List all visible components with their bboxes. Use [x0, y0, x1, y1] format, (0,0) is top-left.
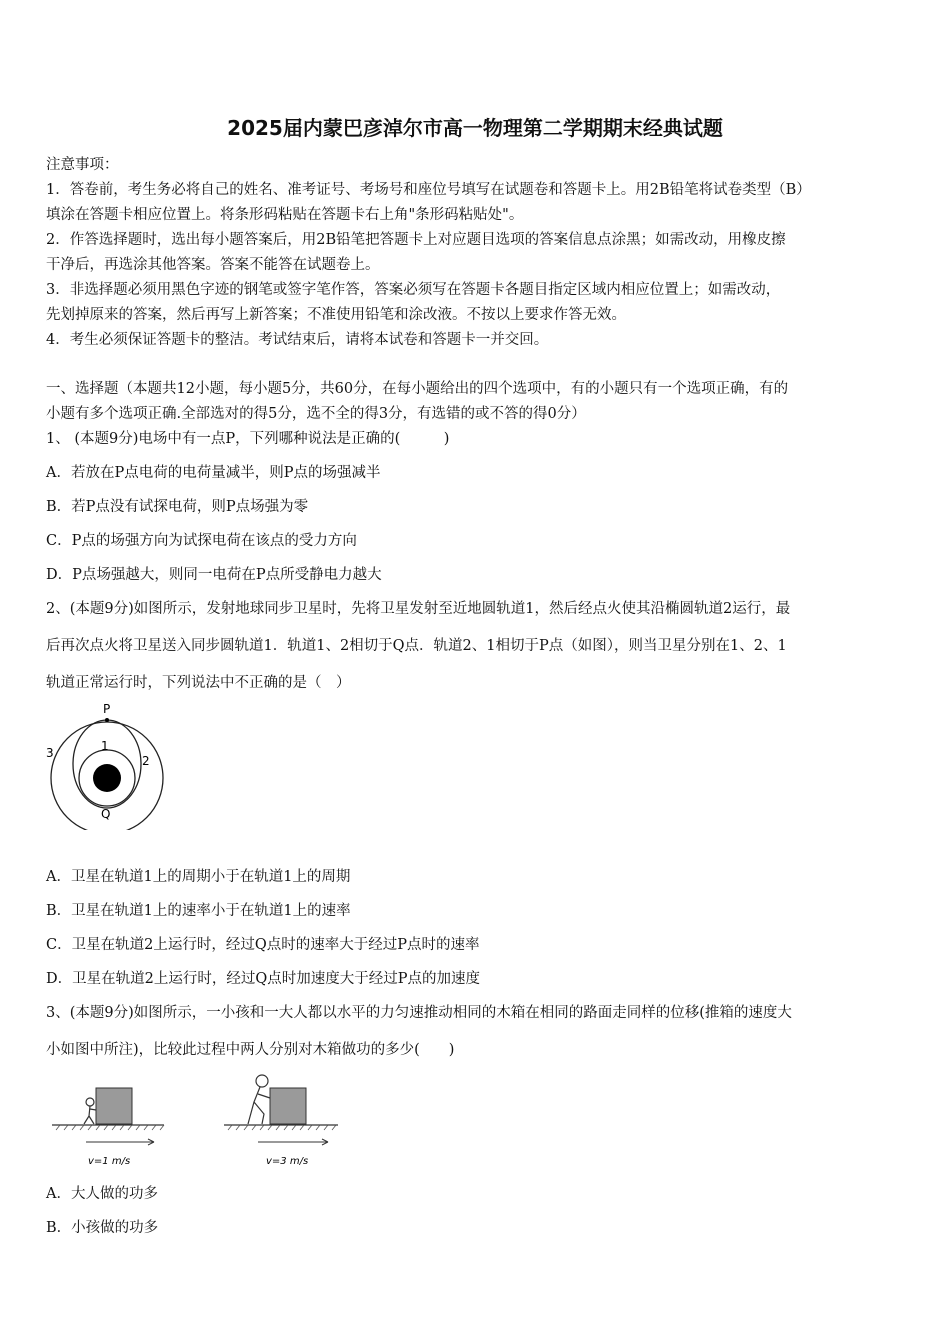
label-2: 2 — [142, 754, 150, 768]
q2-option-d: D．卫星在轨道2上运行时，经过Q点时加速度大于经过P点的加速度 — [46, 971, 480, 987]
ground-hatch-left — [56, 1125, 164, 1130]
notice-item-2b: 干净后，再选涂其他答案。答案不能答在试题卷上。 — [46, 257, 380, 273]
q3-option-a: A．大人做的功多 — [46, 1186, 158, 1202]
notice-item-3b: 先划掉原来的答案，然后再写上新答案；不准使用铅笔和涂改液。不按以上要求作答无效。 — [46, 307, 626, 323]
push-box-child-figure — [50, 1078, 170, 1173]
q3-stem-1: 3、(本题9分)如图所示，一小孩和一大人都以水平的力匀速推动相同的木箱在相同的路面走同样的位移(推箱的速度大 — [46, 1005, 792, 1021]
q2-stem-2: 后再次点火将卫星送入同步圆轨道1．轨道1、2相切于Q点．轨道2、1相切于P点（如图），则当卫星分别在1、2、1 — [46, 638, 787, 654]
q1-option-d: D．P点场强越大，则同一电荷在P点所受静电力越大 — [46, 567, 382, 583]
notice-heading: 注意事项： — [46, 157, 119, 173]
child-head — [86, 1098, 94, 1106]
velocity-label-right: v=3 m/s — [266, 1156, 309, 1167]
notice-item-1a: 1．答卷前，考生务必将自己的姓名、准考证号、考场号和座位号填写在试题卷和答题卡上。用2B铅笔将试卷类型（B） — [46, 182, 811, 198]
adult-body — [248, 1087, 270, 1124]
adult-box — [270, 1088, 306, 1124]
earth — [93, 764, 121, 792]
child-box — [96, 1088, 132, 1124]
notice-item-1b: 填涂在答题卡相应位置上。将条形码粘贴在答题卡右上角"条形码粘贴处"。 — [46, 207, 524, 223]
page-title: 2025届内蒙巴彦淖尔市高一物理第二学期期末经典试题 — [227, 116, 723, 140]
orbit-diagram — [44, 700, 174, 830]
section1-intro-1: 一、选择题（本题共12小题，每小题5分，共60分，在每小题给出的四个选项中，有的小题只有一个选项正确，有的 — [46, 381, 789, 397]
q1-stem: 1、 (本题9分)电场中有一点P，下列哪种说法是正确的( ) — [46, 431, 450, 447]
q2-stem-1: 2、(本题9分)如图所示，发射地球同步卫星时，先将卫星发射至近地圆轨道1，然后经点火使其沿椭圆轨道2运行，最 — [46, 601, 791, 617]
push-box-adult-figure — [220, 1072, 345, 1173]
label-p: P — [103, 702, 111, 716]
q2-option-a: A．卫星在轨道1上的周期小于在轨道1上的周期 — [46, 869, 351, 885]
q2-option-c: C．卫星在轨道2上运行时，经过Q点时的速率大于经过P点时的速率 — [46, 937, 480, 953]
child-body — [84, 1106, 96, 1124]
label-1: 1 — [101, 739, 109, 753]
velocity-label-left: v=1 m/s — [88, 1156, 131, 1167]
section1-intro-2: 小题有多个选项正确.全部选对的得5分，选不全的得3分，有选错的或不答的得0分） — [46, 406, 586, 422]
label-3: 3 — [46, 746, 54, 760]
point-p-dot — [105, 718, 109, 722]
notice-item-4: 4．考生必须保证答题卡的整洁。考试结束后，请将本试卷和答题卡一并交回。 — [46, 332, 549, 348]
q1-option-b: B．若P点没有试探电荷，则P点场强为零 — [46, 499, 309, 515]
notice-item-3a: 3．非选择题必须用黑色字迹的钢笔或签字笔作答，答案必须写在答题卡各题目指定区域内相应位置上；如需改动， — [46, 282, 781, 298]
notice-item-2a: 2．作答选择题时，选出每小题答案后，用2B铅笔把答题卡上对应题目选项的答案信息点涂黑；如需改动，用橡皮擦 — [46, 232, 786, 248]
adult-head — [256, 1075, 268, 1087]
label-q: Q — [101, 807, 111, 821]
q1-option-c: C．P点的场强方向为试探电荷在该点的受力方向 — [46, 533, 357, 549]
q2-option-b: B．卫星在轨道1上的速率小于在轨道1上的速率 — [46, 903, 351, 919]
q3-option-b: B．小孩做的功多 — [46, 1220, 159, 1236]
q1-option-a: A．若放在P点电荷的电荷量减半，则P点的场强减半 — [46, 465, 381, 481]
q2-stem-3: 轨道正常运行时，下列说法中不正确的是（ ） — [46, 675, 351, 691]
ground-hatch-right — [228, 1125, 336, 1130]
q3-stem-2: 小如图中所注)，比较此过程中两人分别对木箱做功的多少( ) — [46, 1042, 455, 1058]
